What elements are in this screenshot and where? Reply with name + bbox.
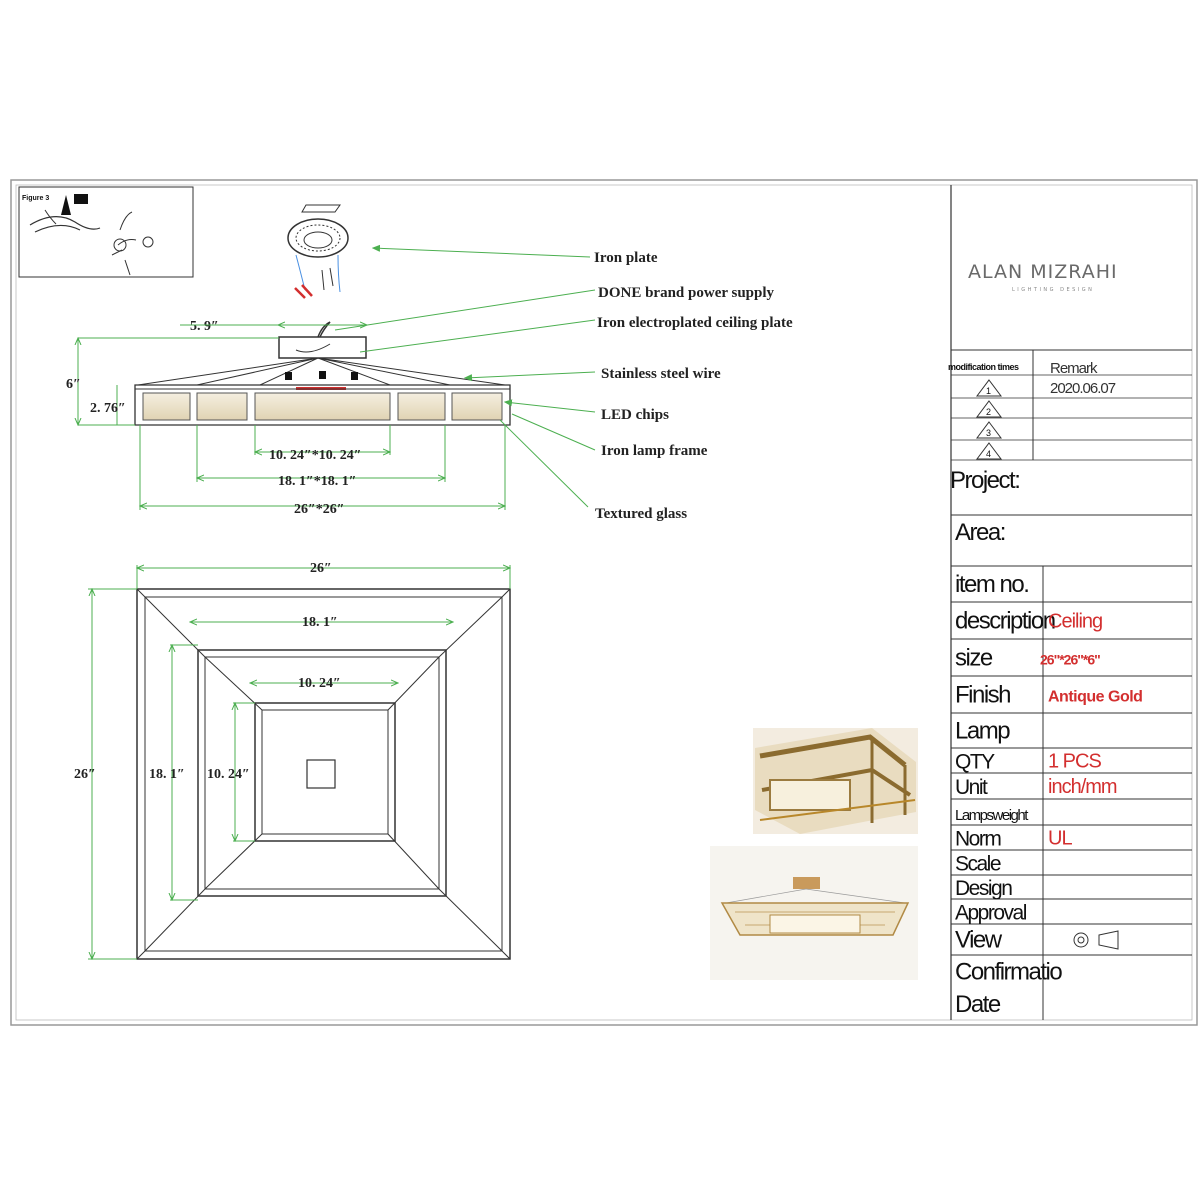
dim-frame-height: 2. 76″	[90, 401, 126, 416]
spec-value-unit: inch/mm	[1048, 776, 1117, 798]
label-wire: Stainless steel wire	[601, 366, 721, 382]
product-photo-full	[710, 846, 918, 980]
spec-label-lamp: Lamp	[955, 717, 1010, 745]
plan-dim-inner-v: 10. 24″	[207, 767, 250, 782]
spec-value-qty: 1 PCS	[1048, 750, 1101, 773]
spec-table	[951, 571, 1192, 1018]
textured-glass-panels	[143, 393, 502, 420]
product-photo-closeup	[753, 728, 918, 834]
plan-view	[74, 561, 510, 959]
plan-dim-outer-v: 26″	[74, 767, 96, 782]
plan-dim-middle-v: 18. 1″	[149, 767, 185, 782]
svg-text:4: 4	[986, 449, 992, 459]
area-label: Area:	[955, 519, 1005, 546]
side-elevation	[66, 205, 595, 517]
spec-label-lampsweight: Lampsweight	[955, 807, 1027, 824]
remark-header: Remark	[1050, 360, 1097, 377]
label-led: LED chips	[601, 407, 669, 423]
remark-value: 2020.06.07	[1050, 380, 1116, 397]
spec-value-finish: Antique Gold	[1048, 688, 1143, 706]
spec-label-norm: Norm	[955, 827, 1001, 851]
spec-label-design: Design	[955, 877, 1012, 900]
spec-label-unit: Unit	[955, 776, 987, 799]
iron-plate-drawing	[288, 205, 348, 298]
spec-value-norm: UL	[1048, 827, 1072, 850]
sheet-border	[11, 180, 1197, 1025]
install-warning-icon	[19, 187, 193, 277]
modification-header: modification times	[948, 362, 1019, 372]
dim-middle: 18. 1″*18. 1″	[278, 474, 357, 489]
plan-dim-inner: 10. 24″	[298, 676, 341, 691]
spec-label-date: Date	[955, 991, 1000, 1018]
project-label: Project:	[950, 467, 1020, 494]
svg-text:1: 1	[986, 386, 992, 396]
spec-label-view: View	[955, 926, 1001, 954]
label-ceiling-plate: Iron electroplated ceiling plate	[597, 315, 793, 331]
brand-logo: ALAN MIZRAHI	[968, 261, 1118, 283]
svg-text:3: 3	[986, 428, 992, 438]
dim-outer: 26″*26″	[294, 502, 345, 517]
label-glass: Textured glass	[595, 506, 688, 522]
spec-label-qty: QTY	[955, 750, 994, 774]
spec-label-approval: Approval	[955, 901, 1026, 925]
revision-triangles	[977, 380, 1001, 459]
plan-dim-outer: 26″	[310, 561, 332, 576]
svg-text:2: 2	[986, 407, 992, 417]
spec-label-item-no-: item no.	[955, 571, 1029, 598]
label-iron-plate: Iron plate	[594, 250, 658, 266]
svg-text:LIGHTING DESIGN: LIGHTING DESIGN	[1012, 287, 1095, 293]
label-frame: Iron lamp frame	[601, 443, 708, 459]
dim-inner: 10. 24″*10. 24″	[269, 448, 362, 463]
svg-text:Figure 3: Figure 3	[22, 195, 50, 202]
label-power-supply: DONE brand power supply	[598, 285, 775, 301]
title-block	[948, 185, 1192, 1020]
spec-label-confirmatio: Confirmatio	[955, 958, 1062, 986]
spec-value-size: 26"*26"*6"	[1040, 651, 1100, 668]
dim-top-width: 5. 9″	[190, 319, 219, 334]
spec-value-description: Ceiling	[1048, 610, 1103, 633]
spec-label-size: size	[955, 644, 992, 672]
spec-label-description: description	[955, 607, 1055, 635]
spec-label-finish: Finish	[955, 681, 1011, 709]
spec-label-scale: Scale	[955, 852, 1001, 876]
first-angle-projection-icon	[1074, 931, 1118, 949]
plan-dim-middle: 18. 1″	[302, 615, 338, 630]
dim-height: 6″	[66, 377, 81, 392]
